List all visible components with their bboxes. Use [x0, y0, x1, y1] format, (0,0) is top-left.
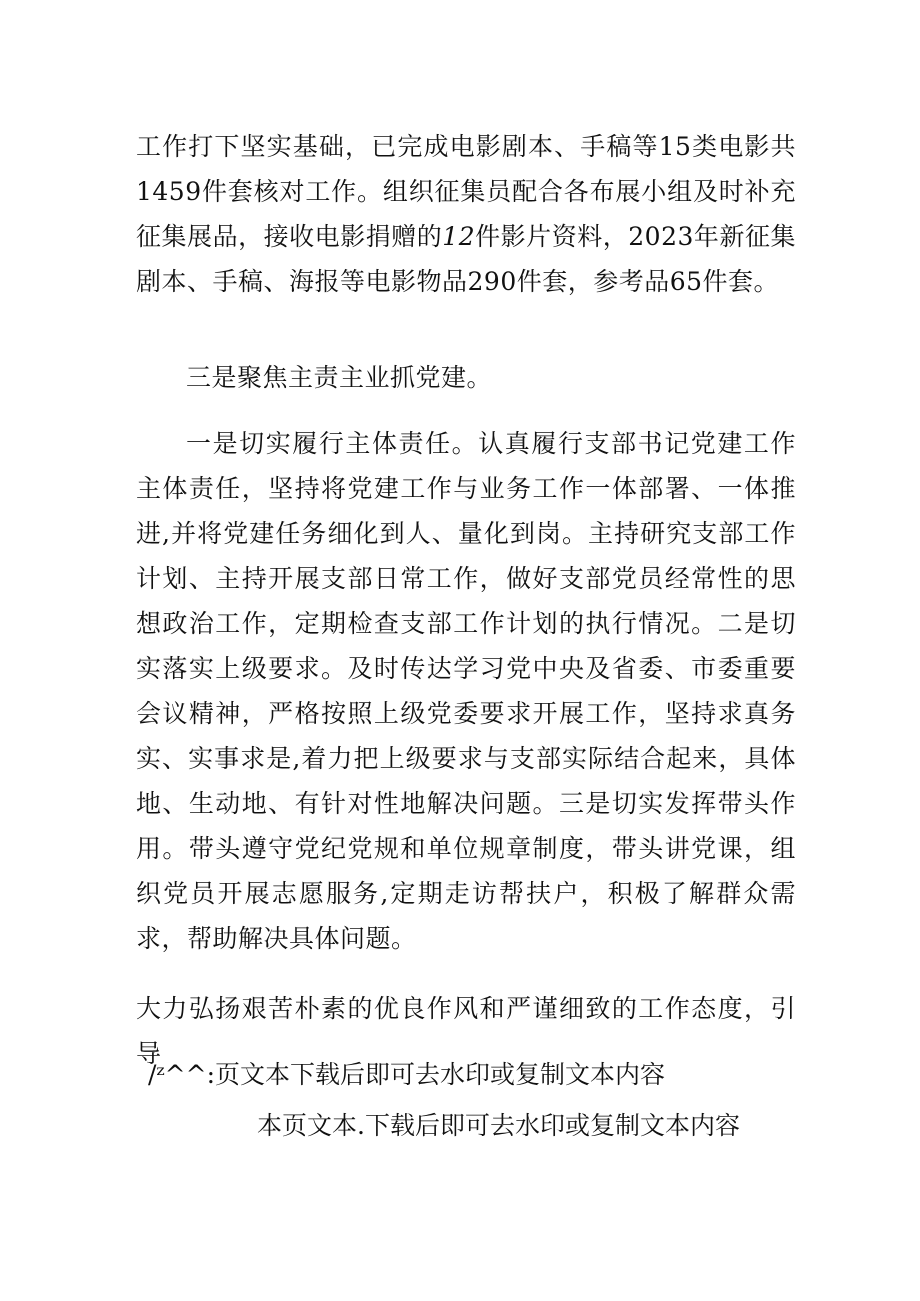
paragraph-text-part-1: 工作打下坚实基础，已完成电影剧本、手稿等15类电影共1459件套核对工作。组织征集员配合各布展小组及时补充征集展品，接收电影捐赠的: [136, 132, 796, 251]
donation-count: 12: [442, 222, 476, 251]
paragraph-text-part-2: 件影片资料，2023年新征集剧本、手稿、海报等电影物品290件套，参考品65件套。: [136, 222, 796, 296]
section-heading: 三是聚焦主责主业抓党建。: [186, 363, 493, 392]
watermark-notice-line-1: /ᶻ^^:页文本下载后即可去水印或复制文本内容: [148, 1060, 666, 1089]
watermark-notice-line-2: 本页文本.下载后即可去水印或复制文本内容: [257, 1111, 740, 1140]
paragraph-collection-work: [136, 124, 796, 304]
paragraph-work-style: 大力弘扬艰苦朴素的优良作风和严谨细致的工作态度，引导: [136, 994, 796, 1068]
paragraph-party-building: 一是切实履行主体责任。认真履行支部书记党建工作主体责任，坚持将党建工作与业务工作一体部署、一体推进,并将党建任务细化到人、量化到岗。主持研究支部工作计划、主持开展支部日常工作，做好支部党员经常性的思想政治工作，定期检查支部工作计划的执行情况。二是切实落实上级要求。及时传达学习党中央及省委、市委重要会议精神，严格按照上级党委要求开展工作，坚持求真务实、实事求是,着力把上级要求与支部实际结合起来，具体地、生动地、有针对性地解决问题。三是切实发挥带头作用。带头遵守党纪党规和单位规章制度，带头讲党课，组织党员开展志愿服务,定期走访帮扶户，积极了解群众需求，帮助解决具体问题。: [136, 429, 796, 953]
